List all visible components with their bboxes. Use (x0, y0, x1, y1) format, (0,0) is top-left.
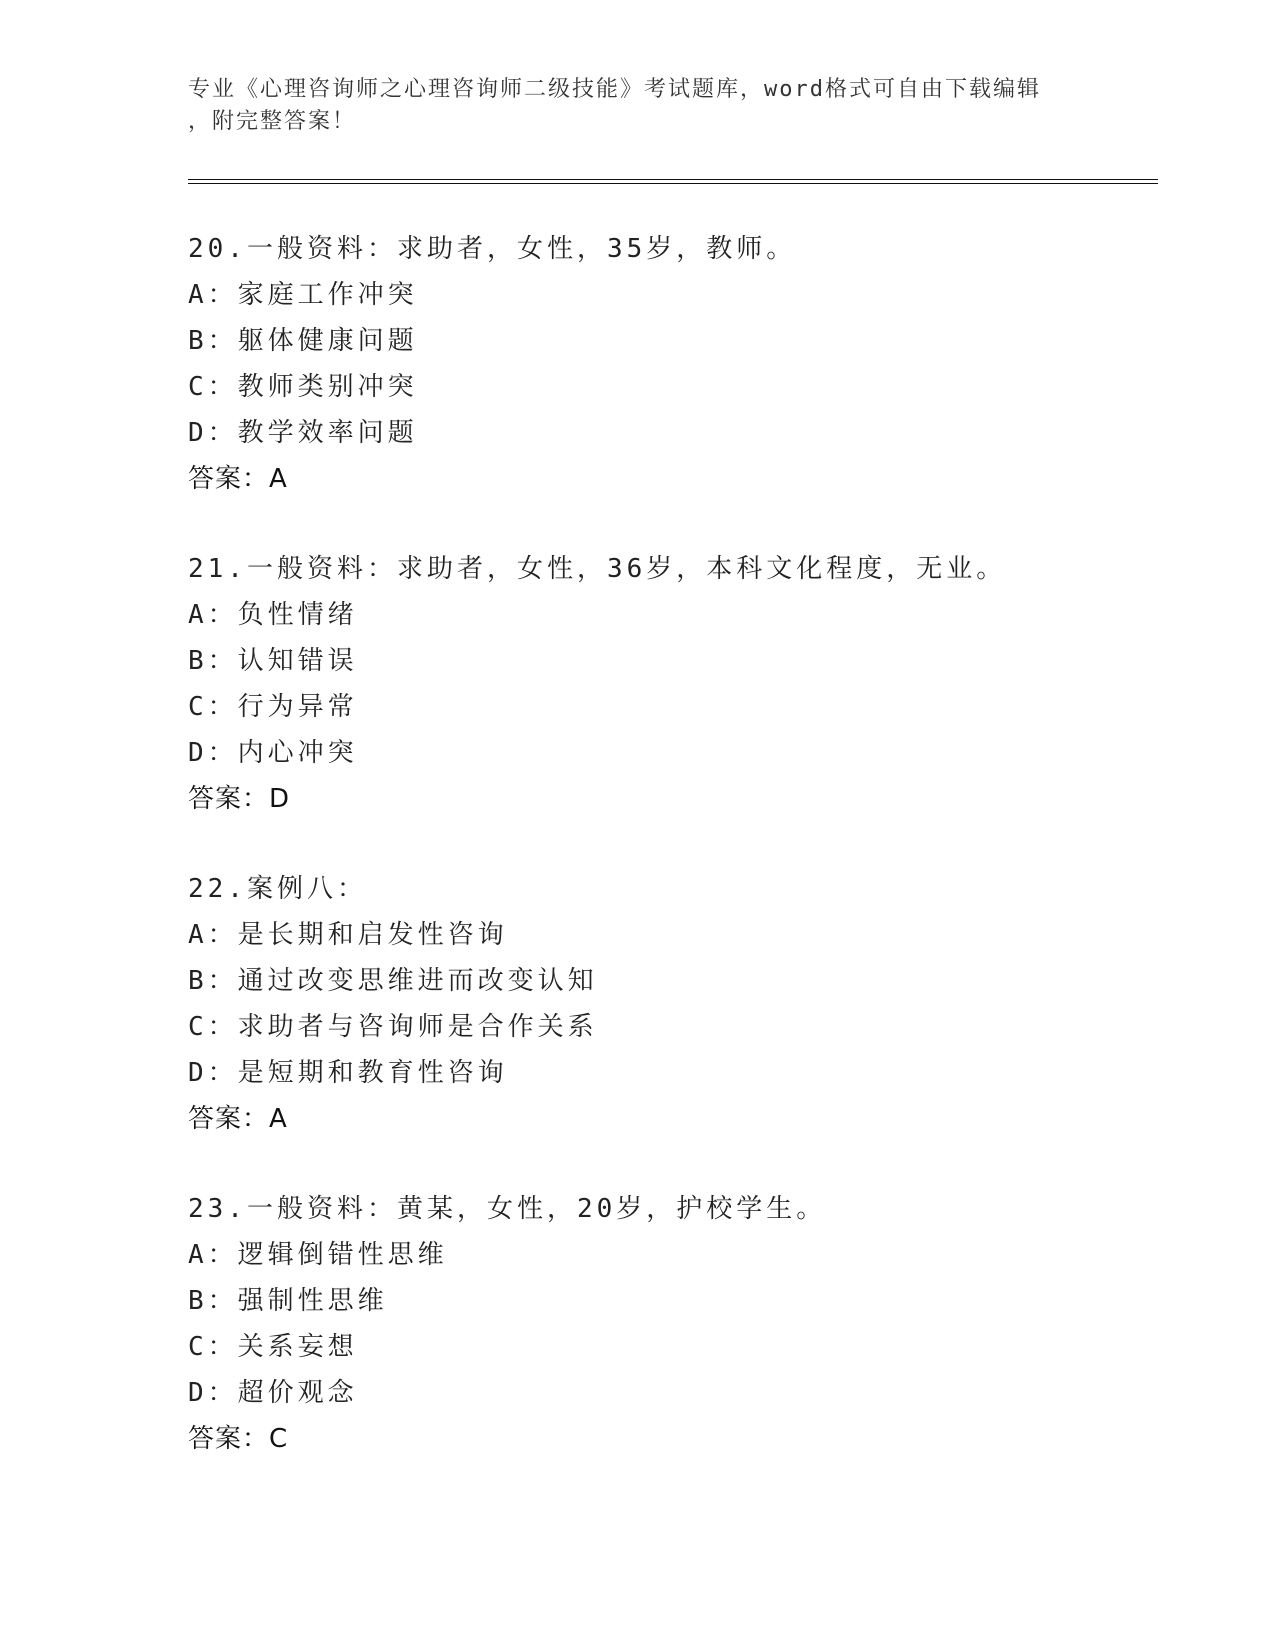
option-b: B：通过改变思维进而改变认知 (188, 966, 598, 996)
header-double-rule (188, 179, 1158, 184)
option-d: D：内心冲突 (188, 738, 358, 768)
option-c: C：教师类别冲突 (188, 372, 418, 402)
question-stem: 21.一般资料：求助者，女性，36岁，本科文化程度，无业。 (188, 554, 1007, 584)
option-d: D：超价观念 (188, 1378, 358, 1408)
header-title-line-1: 专业《心理咨询师之心理咨询师二级技能》考试题库，word格式可自由下载编辑 (188, 77, 1041, 102)
question-stem: 20.一般资料：求助者，女性，35岁，教师。 (188, 234, 797, 264)
question-stem: 22.案例八： (188, 874, 367, 904)
option-a: A：负性情绪 (188, 600, 358, 630)
option-b: B：躯体健康问题 (188, 326, 418, 356)
option-b: B：认知错误 (188, 646, 358, 676)
option-b: B：强制性思维 (188, 1286, 388, 1316)
question-block-20 (188, 226, 1088, 502)
option-a: A：是长期和启发性咨询 (188, 920, 508, 950)
answer-line: 答案：A (188, 464, 288, 494)
question-block-23 (188, 1186, 1088, 1462)
option-c: C：行为异常 (188, 692, 358, 722)
document-header (188, 74, 1088, 138)
answer-line: 答案：D (188, 784, 291, 814)
option-d: D：是短期和教育性咨询 (188, 1058, 508, 1088)
option-a: A：家庭工作冲突 (188, 280, 418, 310)
option-c: C：关系妄想 (188, 1332, 358, 1362)
option-d: D：教学效率问题 (188, 418, 418, 448)
answer-line: 答案：A (188, 1104, 288, 1134)
option-a: A：逻辑倒错性思维 (188, 1240, 448, 1270)
answer-line: 答案：C (188, 1424, 289, 1454)
question-stem: 23.一般资料：黄某，女性，20岁，护校学生。 (188, 1194, 827, 1224)
header-title-line-2: ，附完整答案！ (188, 109, 357, 134)
question-block-22 (188, 866, 1088, 1142)
option-c: C：求助者与咨询师是合作关系 (188, 1012, 598, 1042)
question-block-21 (188, 546, 1088, 822)
